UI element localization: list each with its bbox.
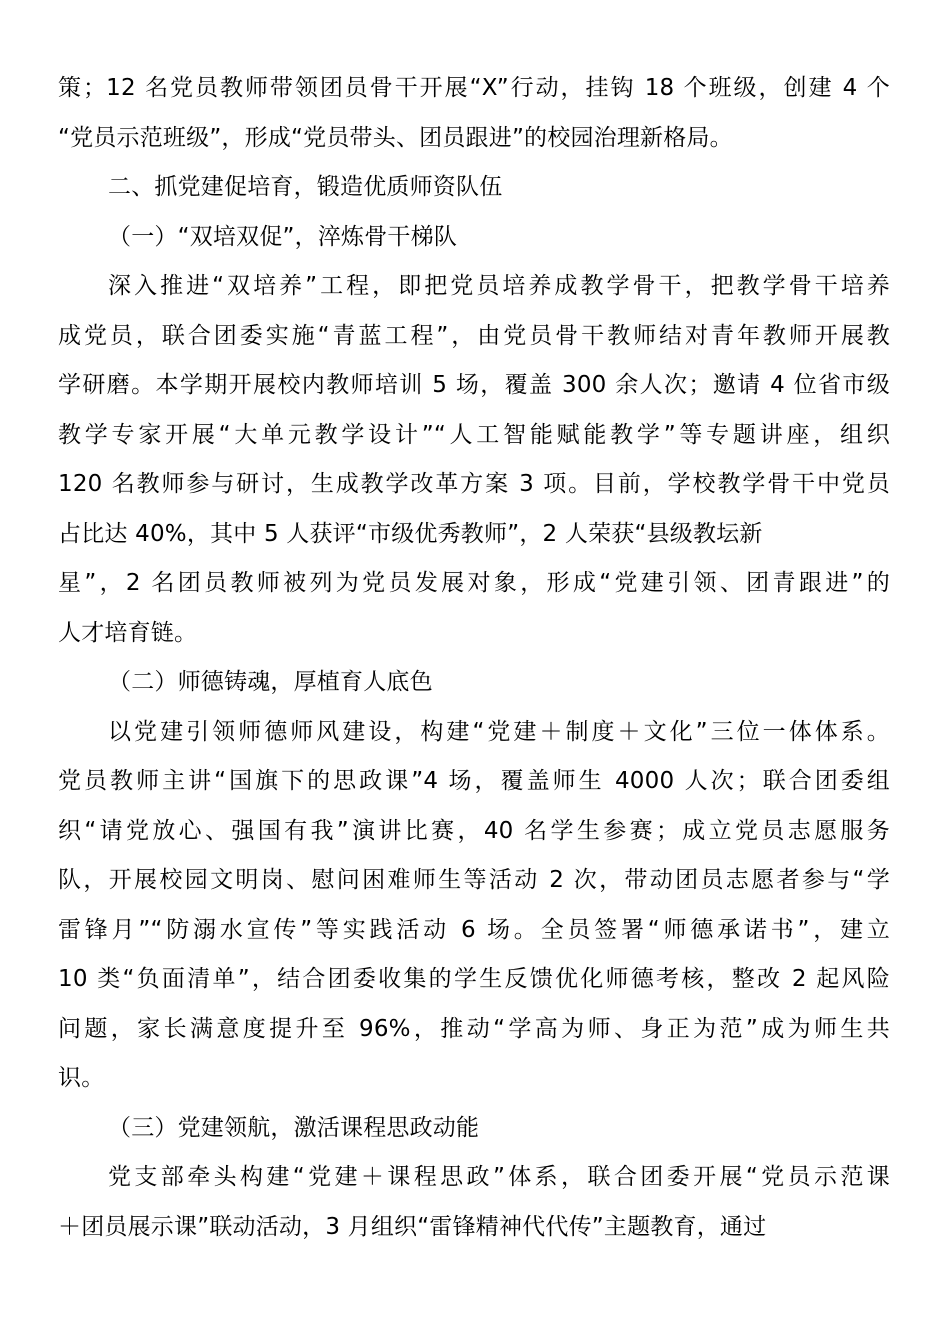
text-line-10: 占比达 40%，其中 5 人获评“市级优秀教师”，2 人荣获“县级教坛新	[58, 520, 763, 547]
text-line-9: 120 名教师参与研讨，生成教学改革方案 3 项。目前，学校教学骨干中党员	[58, 471, 890, 497]
text-line-16: 织“请党放心、强国有我”演讲比赛，40 名学生参赛；成立党员志愿服务	[58, 817, 890, 844]
text-line-1: 策；12 名党员教师带领团员骨干开展“X”行动，挂钩 18 个班级，创建 4 个	[58, 75, 890, 101]
section-heading-2: 二、抓党建促培育，锻造优质师资队伍	[108, 174, 503, 200]
text-line-2: “党员示范班级”，形成“党员带头、团员跟进”的校园治理新格局。	[58, 124, 733, 151]
text-line-14: 以党建引领师德师风建设，构建“党建＋制度＋文化”三位一体体系。	[108, 718, 890, 745]
text-line-15: 党员教师主讲“国旗下的思政课”4 场，覆盖师生 4000 人次；联合团委组	[58, 768, 890, 794]
text-line-20: 问题，家长满意度提升至 96%，推动“学高为师、身正为范”成为师生共	[58, 1015, 890, 1042]
subsection-heading-3: （三）党建领航，激活课程思政动能	[108, 1114, 480, 1141]
document-page	[58, 64, 890, 1252]
text-line-11: 星”，2 名团员教师被列为党员发展对象，形成“党建引领、团青跟进”的	[58, 570, 890, 596]
text-line-18: 雷锋月”“防溺水宣传”等实践活动 6 场。全员签署“师德承诺书”，建立	[58, 916, 890, 943]
text-line-12: 人才培育链。	[58, 619, 198, 646]
text-line-8: 教学专家开展“大单元教学设计”“人工智能赋能教学”等专题讲座，组织	[58, 421, 890, 448]
text-line-6: 成党员，联合团委实施“青蓝工程”，由党员骨干教师结对青年教师开展教	[58, 322, 890, 349]
text-line-19: 10 类“负面清单”，结合团委收集的学生反馈优化师德考核，整改 2 起风险	[58, 966, 890, 992]
text-line-21: 识。	[58, 1065, 105, 1091]
text-line-17: 队，开展校园文明岗、慰问困难师生等活动 2 次，带动团员志愿者参与“学	[58, 867, 890, 893]
text-line-24: ＋团员展示课”联动活动，3 月组织“雷锋精神代代传”主题教育，通过	[58, 1213, 767, 1240]
subsection-heading-1: （一）“双培双促”，淬炼骨干梯队	[108, 223, 458, 250]
text-line-5: 深入推进“双培养”工程，即把党员培养成教学骨干，把教学骨干培养	[108, 273, 890, 299]
subsection-heading-2: （二）师德铸魂，厚植育人底色	[108, 669, 433, 695]
text-line-23: 党支部牵头构建“党建＋课程思政”体系，联合团委开展“党员示范课	[108, 1164, 890, 1190]
text-line-7: 学研磨。本学期开展校内教师培训 5 场，覆盖 300 余人次；邀请 4 位省市级	[58, 372, 890, 398]
